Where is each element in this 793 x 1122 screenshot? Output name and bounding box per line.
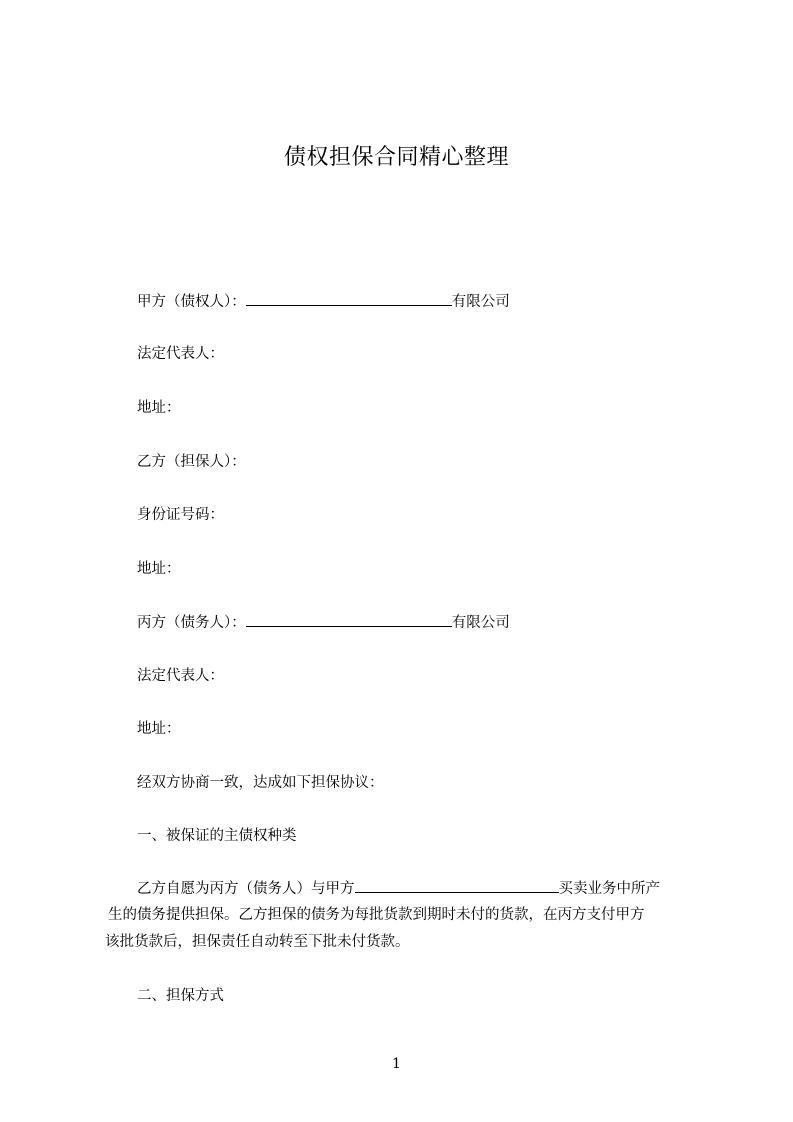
page-number: 1 bbox=[392, 1056, 401, 1072]
party-c-suffix: 有限公司 bbox=[451, 615, 510, 631]
section1-line1-suffix: 买卖业务中所产 bbox=[558, 881, 660, 897]
party-c-label: 丙方（债务人）： bbox=[137, 615, 246, 631]
address-a-label: 地址： bbox=[137, 400, 181, 416]
party-b-label: 乙方（担保人）： bbox=[137, 454, 246, 470]
section2-heading bbox=[137, 986, 224, 1006]
section1-line3-text: 该批货款后，担保责任自动转至下批未付货款。 bbox=[105, 934, 410, 950]
legal-rep-a-label: 法定代表人： bbox=[137, 346, 224, 362]
section1-line1-prefix: 乙方自愿为丙方（债务人）与甲方 bbox=[137, 881, 355, 897]
section1-line2 bbox=[108, 905, 645, 925]
address-b-label: 地址： bbox=[137, 561, 181, 577]
section2-heading-text: 二、担保方式 bbox=[137, 988, 224, 1004]
address-c-line bbox=[137, 719, 181, 739]
id-number-label: 身份证号码： bbox=[137, 507, 224, 523]
party-a-blank[interactable] bbox=[246, 291, 452, 306]
party-c-line bbox=[137, 612, 510, 633]
party-c-blank[interactable] bbox=[246, 612, 452, 627]
intro-line bbox=[137, 773, 384, 793]
legal-rep-c-label: 法定代表人： bbox=[137, 668, 224, 684]
legal-rep-c-line bbox=[137, 666, 224, 686]
address-c-label: 地址： bbox=[137, 721, 181, 737]
section1-line1 bbox=[137, 878, 660, 899]
address-b-line bbox=[137, 559, 181, 579]
party-b-line bbox=[137, 452, 246, 472]
address-a-line bbox=[137, 398, 181, 418]
party-a-line bbox=[137, 291, 510, 312]
legal-rep-a-line bbox=[137, 344, 224, 364]
intro-text: 经双方协商一致，达成如下担保协议： bbox=[137, 775, 384, 791]
section1-seller-blank[interactable] bbox=[355, 878, 559, 893]
section1-line2-text: 生的债务提供担保。乙方担保的债务为每批货款到期时未付的货款，在丙方支付甲方 bbox=[108, 907, 645, 923]
section1-heading bbox=[137, 826, 297, 846]
section1-line3 bbox=[105, 932, 410, 952]
section1-heading-text: 一、被保证的主债权种类 bbox=[137, 828, 297, 844]
document-title: 债权担保合同精心整理 bbox=[283, 145, 509, 170]
party-a-suffix: 有限公司 bbox=[451, 294, 510, 310]
party-a-label: 甲方（债权人）： bbox=[137, 294, 246, 310]
id-number-line bbox=[137, 505, 224, 525]
